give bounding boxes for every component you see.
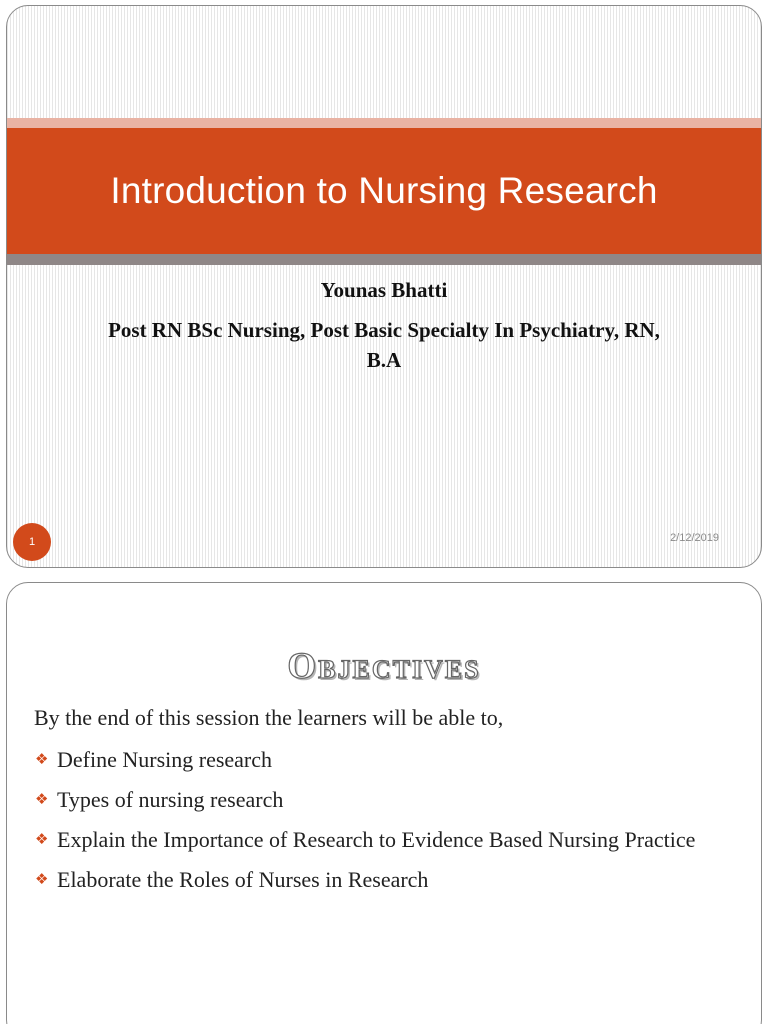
diamond-bullet-icon: ❖	[35, 870, 49, 888]
list-item	[35, 743, 715, 776]
title-band-bottom-stripe	[7, 254, 761, 265]
slide-date: 2/12/2019	[670, 532, 719, 544]
list-item-text: Explain the Importance of Research to Evidence Based Nursing Practice	[57, 827, 696, 852]
subtitle-block	[7, 276, 761, 375]
objectives-list	[35, 743, 715, 903]
list-item	[35, 863, 715, 896]
objectives-heading: Objectives	[287, 646, 481, 687]
title-band-top-stripe	[7, 118, 761, 128]
title-band	[7, 128, 761, 254]
slide-title: Introduction to Nursing Research	[110, 170, 658, 211]
objectives-slide	[6, 582, 762, 1024]
title-slide	[6, 5, 762, 568]
author-credentials: Post RN BSc Nursing, Post Basic Specialty In Psychiatry, RN, B.A	[108, 318, 660, 372]
list-item	[35, 783, 715, 816]
diamond-bullet-icon: ❖	[35, 750, 49, 768]
objectives-intro: By the end of this session the learners will be able to,	[34, 705, 504, 730]
author-name: Younas Bhatti	[320, 278, 448, 302]
diamond-bullet-icon: ❖	[35, 790, 49, 808]
list-item-text: Define Nursing research	[57, 747, 273, 772]
list-item-text: Elaborate the Roles of Nurses in Research	[57, 867, 429, 892]
list-item-text: Types of nursing research	[57, 787, 284, 812]
slide-number-badge: 1	[13, 523, 51, 561]
list-item	[35, 823, 715, 856]
diamond-bullet-icon: ❖	[35, 830, 49, 848]
